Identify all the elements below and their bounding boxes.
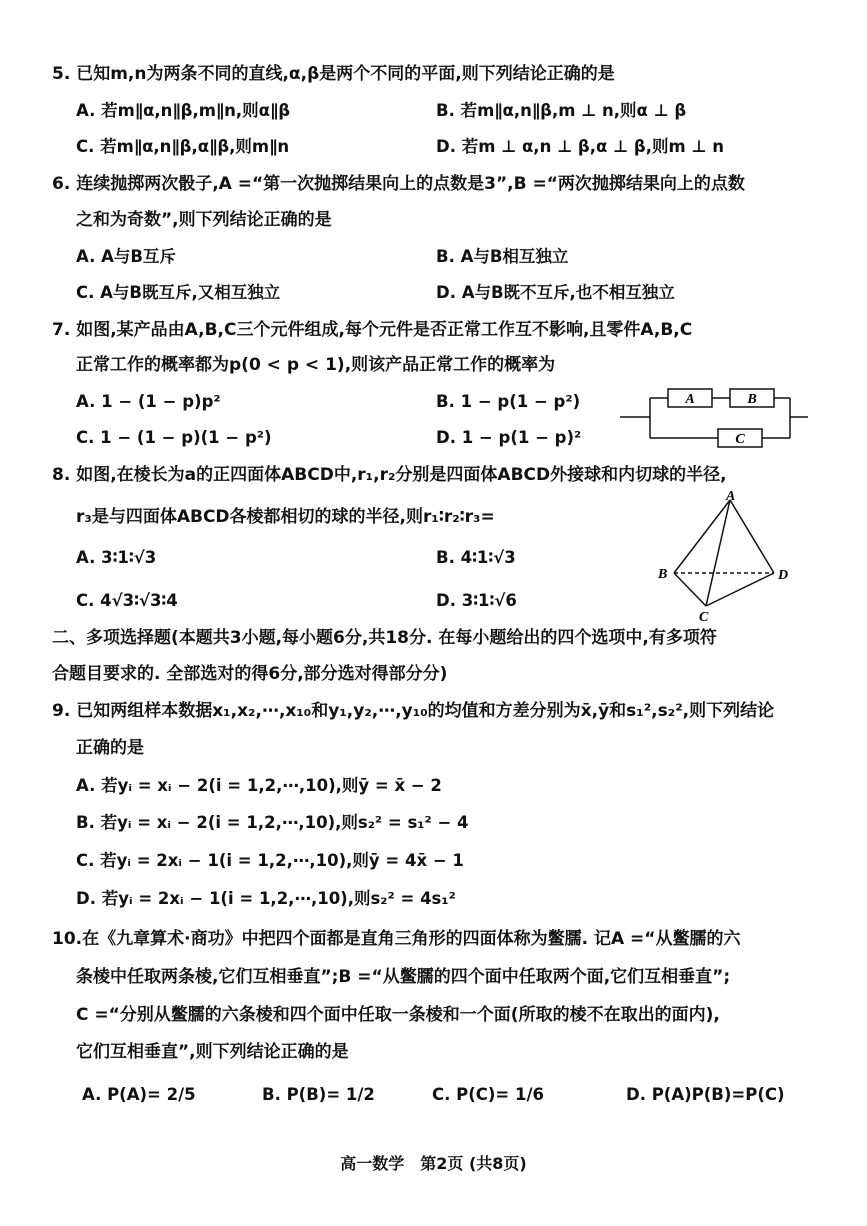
tetra-label-a: A xyxy=(726,489,736,504)
q9-option-a: A. 若yᵢ = xᵢ − 2(i = 1,2,⋯,10),则ȳ = x̄ − 2 xyxy=(76,776,442,795)
q5-option-a: A. 若m∥α,n∥β,m∥n,则α∥β xyxy=(76,101,291,120)
circuit-label-a: A xyxy=(685,392,695,407)
q10-option-d: D. P(A)P(B)=P(C) xyxy=(626,1085,785,1104)
q7-option-a: A. 1 − (1 − p)p² xyxy=(76,392,221,411)
circuit-label-b: B xyxy=(747,392,757,407)
q6-option-a: A. A与B互斥 xyxy=(76,247,176,266)
q6-stem-line1: 6. 连续抛掷两次骰子,A =“第一次抛掷结果向上的点数是3”,B =“两次抛掷结果向上的点数 xyxy=(52,174,745,194)
tetra-label-b: B xyxy=(658,567,668,582)
q8-option-b: B. 4∶1∶√3 xyxy=(436,548,516,567)
q9-stem-line2: 正确的是 xyxy=(76,738,144,758)
q7-option-c: C. 1 − (1 − p)(1 − p²) xyxy=(76,428,272,447)
circuit-diagram xyxy=(620,383,810,453)
q8-option-c: C. 4√3∶√3∶4 xyxy=(76,591,178,610)
q6-stem-line2: 之和为奇数”,则下列结论正确的是 xyxy=(76,210,332,230)
q5-option-d: D. 若m ⊥ α,n ⊥ β,α ⊥ β,则m ⊥ n xyxy=(436,137,724,156)
q9-option-d: D. 若yᵢ = 2xᵢ − 1(i = 1,2,⋯,10),则s₂² = 4s₁² xyxy=(76,889,456,908)
q10-stem-line2: 条棱中任取两条棱,它们互相垂直”;B =“从鳖臑的四个面中任取两个面,它们互相垂直”; xyxy=(76,967,731,987)
q6-option-c: C. A与B既互斥,又相互独立 xyxy=(76,283,281,302)
tetrahedron-diagram xyxy=(650,488,800,623)
q10-stem-line4: 它们互相垂直”,则下列结论正确的是 xyxy=(76,1042,349,1062)
page-footer: 高一数学 第2页 (共8页) xyxy=(340,1154,527,1173)
q5-stem: 5. 已知m,n为两条不同的直线,α,β是两个不同的平面,则下列结论正确的是 xyxy=(52,64,615,84)
q7-option-b: B. 1 − p(1 − p²) xyxy=(436,392,581,411)
q8-stem-line2: r₃是与四面体ABCD各棱都相切的球的半径,则r₁∶r₂∶r₃= xyxy=(76,507,495,527)
q10-stem-line3: C =“分别从鳖臑的六条棱和四个面中任取一条棱和一个面(所取的棱不在取出的面内), xyxy=(76,1005,720,1025)
q8-stem-line1: 8. 如图,在棱长为a的正四面体ABCD中,r₁,r₂分别是四面体ABCD外接球和内切球的半径, xyxy=(52,465,727,485)
q10-option-b: B. P(B)= 1/2 xyxy=(262,1085,375,1104)
tetra-label-c: C xyxy=(699,610,709,623)
q5-option-b: B. 若m∥α,n∥β,m ⊥ n,则α ⊥ β xyxy=(436,101,687,120)
q7-option-d: D. 1 − p(1 − p)² xyxy=(436,428,582,447)
q10-option-a: A. P(A)= 2/5 xyxy=(82,1085,196,1104)
q8-option-a: A. 3∶1∶√3 xyxy=(76,548,157,567)
circuit-label-c: C xyxy=(735,432,745,447)
q5-option-c: C. 若m∥α,n∥β,α∥β,则m∥n xyxy=(76,137,290,156)
q9-option-b: B. 若yᵢ = xᵢ − 2(i = 1,2,⋯,10),则s₂² = s₁² − 4 xyxy=(76,813,469,832)
q6-option-d: D. A与B既不互斥,也不相互独立 xyxy=(436,283,675,302)
q7-stem-line2: 正常工作的概率都为p(0 < p < 1),则该产品正常工作的概率为 xyxy=(76,355,556,375)
q10-stem-line1: 10.在《九章算术·商功》中把四个面都是直角三角形的四面体称为鳖臑. 记A =“从鳖臑的六 xyxy=(52,929,741,949)
q7-stem-line1: 7. 如图,某产品由A,B,C三个元件组成,每个元件是否正常工作互不影响,且零件A,B,C xyxy=(52,320,693,340)
q10-option-c: C. P(C)= 1/6 xyxy=(432,1085,544,1104)
section2-heading-line1: 二、多项选择题(本题共3小题,每小题6分,共18分. 在每小题给出的四个选项中,有多项符 xyxy=(52,628,717,648)
tetra-label-d: D xyxy=(778,568,789,583)
q6-option-b: B. A与B相互独立 xyxy=(436,247,569,266)
q9-option-c: C. 若yᵢ = 2xᵢ − 1(i = 1,2,⋯,10),则ȳ = 4x̄ − 1 xyxy=(76,851,464,870)
q9-stem-line1: 9. 已知两组样本数据x₁,x₂,⋯,x₁₀和y₁,y₂,⋯,y₁₀的均值和方差分别为x̄,ȳ和s₁²,s₂²,则下列结论 xyxy=(52,701,775,721)
section2-heading-line2: 合题目要求的. 全部选对的得6分,部分选对得部分分) xyxy=(52,664,448,684)
q8-option-d: D. 3∶1∶√6 xyxy=(436,591,517,610)
